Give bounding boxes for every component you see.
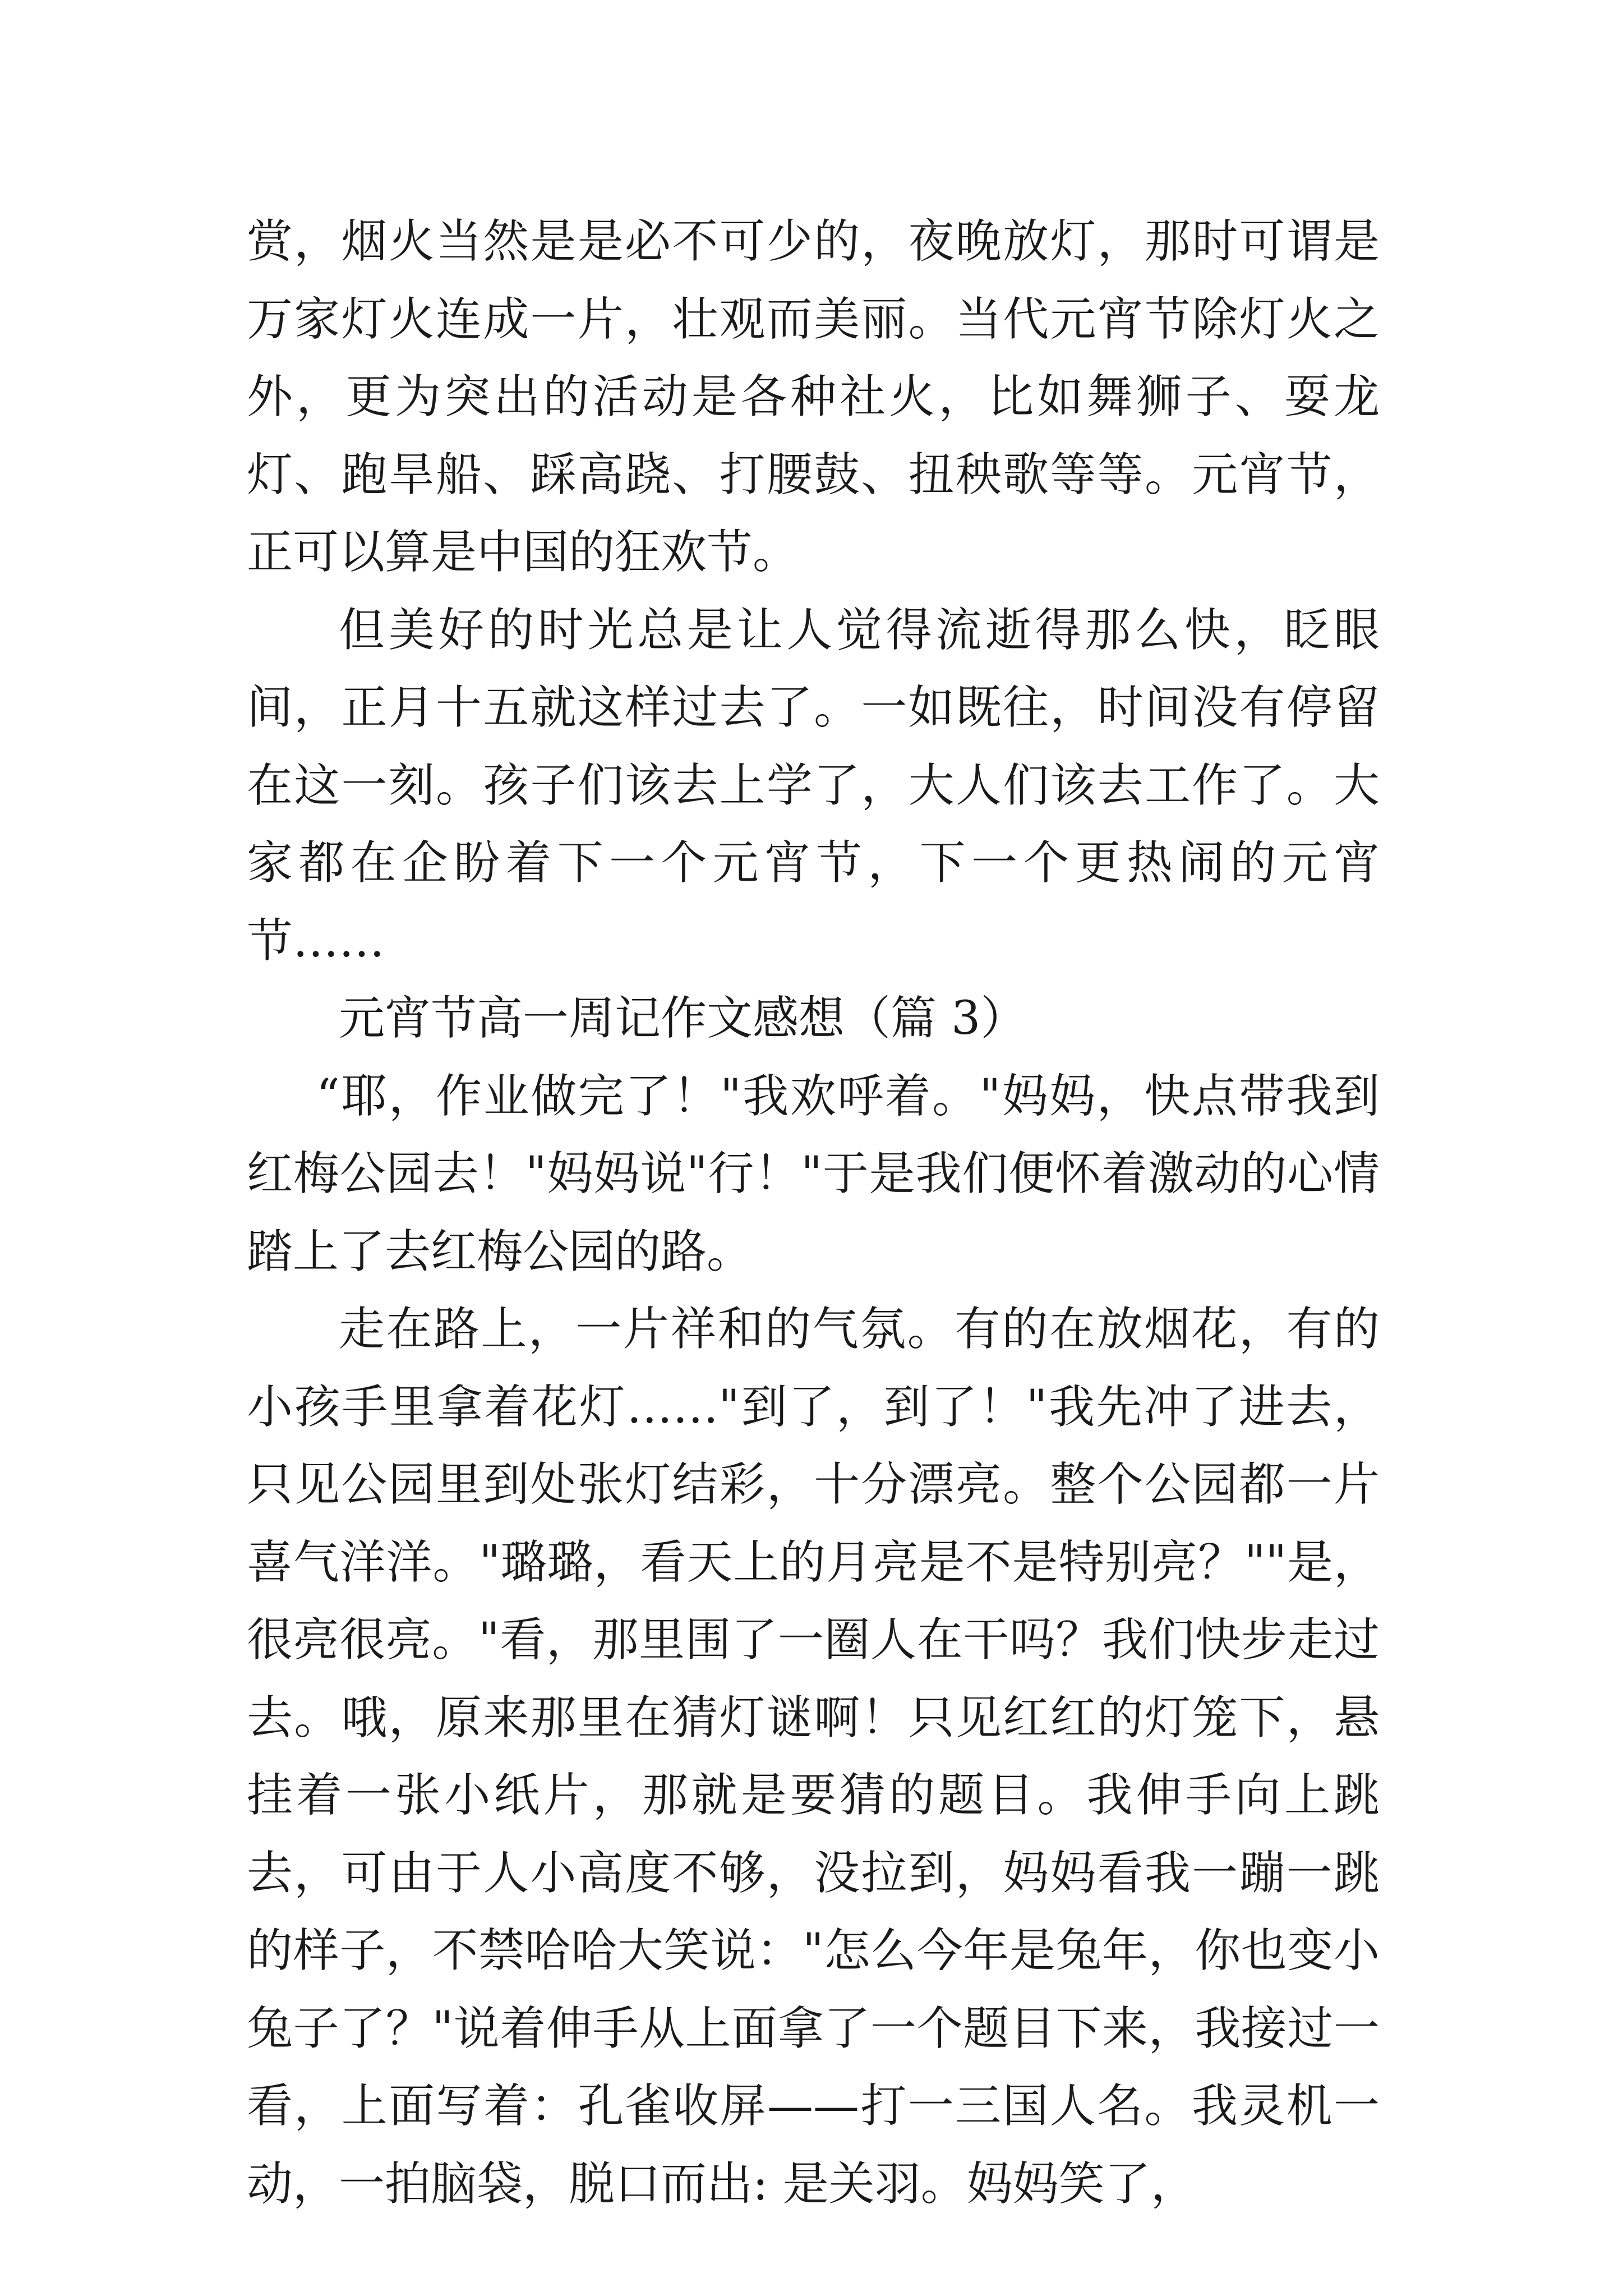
paragraph-4: 走在路上，一片祥和的气氛。有的在放烟花，有的小孩手里拿着花灯……"到了，到了！"我先冲了进去，只见公园里到处张灯结彩，十分漂亮。整个公园都一片喜气洋洋。"璐璐，看天上的月亮是不是特别亮？""是，很亮很亮。"看，那里围了一圈人在干吗？我们快步走过去。哦，原来那里在猜灯谜啊！只见红红的灯笼下，悬挂着一张小纸片，那就是要猜的题目。我伸手向上跳去，可由于人小高度不够，没拉到，妈妈看我一蹦一跳的样子，不禁哈哈大笑说："怎么今年是兔年，你也变小兔子了？"说着伸手从上面拿了一个题目下来，我接过一看，上面写着：孔雀收屏——打一三国人名。我灵机一动，一拍脑袋，脱口而出: 是关羽。妈妈笑了，	[247, 1303, 1380, 2211]
paragraph-1: 赏，烟火当然是是必不可少的，夜晚放灯，那时可谓是万家灯火连成一片，壮观而美丽。当代元宵节除灯火之外，更为突出的活动是各种社火，比如舞狮子、耍龙灯、跑旱船、踩高跷、打腰鼓、扭秧歌等等。元宵节，正可以算是中国的狂欢节。	[247, 215, 1380, 579]
paragraph-2: 但美好的时光总是让人觉得流逝得那么快，眨眼间，正月十五就这样过去了。一如既往，时间没有停留在这一刻。孩子们该去上学了，大人们该去工作了。大家都在企盼着下一个元宵节，下一个更热闹的元宵节……	[247, 603, 1380, 968]
document-body	[247, 203, 1380, 2223]
section-heading: 元宵节高一周记作文感想（篇 3）	[339, 992, 1027, 1045]
paragraph-3: “耶，作业做完了！"我欢呼着。"妈妈，快点带我到红梅公园去！"妈妈说"行！"于是我们便怀着激动的心情踏上了去红梅公园的路。	[247, 1069, 1380, 1278]
